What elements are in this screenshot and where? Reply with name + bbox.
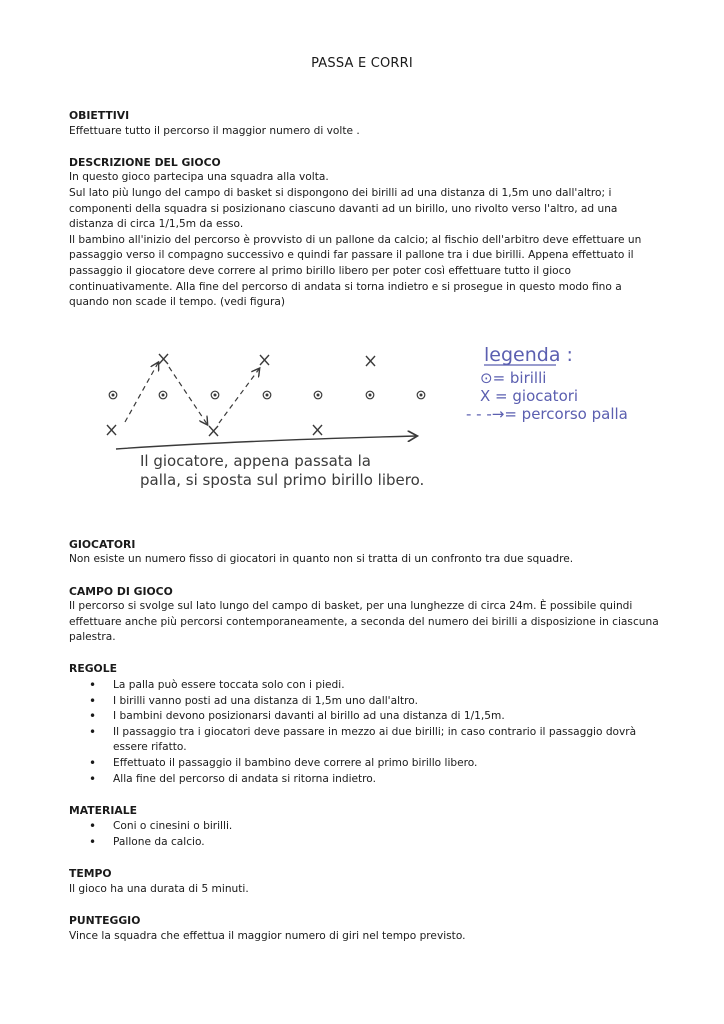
section-materiale [69, 803, 659, 851]
section-heading: GIOCATORI [69, 537, 136, 551]
list-item: • Il passaggio tra i giocatori deve passare in mezzo ai due birilli; in caso contrario il passaggio dovrà essere rifatto. [99, 725, 659, 756]
section-text: Effettuare tutto il percorso il maggior numero di volte . [69, 124, 360, 137]
list-item: • Pallone da calcio. [99, 835, 659, 851]
rules-list [69, 678, 659, 787]
legend-item-pass-path: - - -→= percorso palla [466, 404, 628, 423]
diagram-caption-line1: Il giocatore, appena passata la [140, 451, 371, 470]
section-regole [69, 661, 659, 787]
list-item: • La palla può essere toccata solo con i piedi. [99, 678, 659, 694]
paragraph: Sul lato più lungo del campo di basket si dispongono dei birilli ad una distanza di 1,5m uno dall'altro; i componenti della squadra si posizionano ciascuno davanti ad un birillo, uno rivolto verso l'altro, ad una distanza di circa 1/1,5m da esso. [69, 186, 618, 231]
document-title: PASSA E CORRI [311, 56, 413, 71]
pass-path-arrow [169, 367, 207, 424]
paragraph: Il bambino all'inizio del percorso è provvisto di un pallone da calcio; al fischio dell'arbitro deve effettuare un passaggio verso il compagno successivo e quindi far passare il pallone tra i due birilli. Appena effettuato il passaggio il giocatore deve correre al primo birillo libero per poter così effettuare tutto il gioco continuativamente. Alla fine del percorso di andata si torna indietro e si prosegue in questo modo fino a quando non scade il tempo. (vedi figura) [69, 233, 642, 309]
section-tempo [69, 866, 659, 897]
section-obiettivi [69, 108, 659, 139]
section-heading: MATERIALE [69, 803, 137, 817]
section-descrizione [69, 155, 659, 311]
materials-list [69, 819, 659, 850]
cone-marker [366, 391, 374, 399]
player-marker [159, 354, 168, 364]
cone-marker [314, 391, 322, 399]
legend-item-cones: ⊙= birilli [480, 368, 547, 387]
section-text: Il percorso si svolge sul lato lungo del campo di basket, per una lunghezze di circa 24m. È possibile quindi effettuare anche più percorsi contemporaneamente, a seconda del numero dei birilli a disposizione in ciascuna palestra. [69, 600, 659, 644]
list-item: • Coni o cinesini o birilli. [99, 819, 659, 835]
player-marker [313, 425, 322, 435]
cone-marker [417, 391, 425, 399]
list-item: • I birilli vanno posti ad una distanza di 1,5m uno dall'altro. [99, 694, 659, 710]
section-heading: DESCRIZIONE DEL GIOCO [69, 155, 221, 169]
diagram-caption-line2: palla, si sposta sul primo birillo libero. [140, 470, 425, 489]
section-heading: CAMPO DI GIOCO [69, 584, 173, 598]
section-giocatori [69, 537, 659, 568]
game-diagram [0, 325, 628, 519]
list-item: • Alla fine del percorso di andata si ritorna indietro. [99, 772, 659, 788]
pass-path-arrow [219, 369, 259, 423]
section-text: Il gioco ha una durata di 5 minuti. [69, 882, 249, 895]
section-text: Vince la squadra che effettua il maggior numero di giri nel tempo previsto. [69, 929, 466, 942]
list-item: • I bambini devono posizionarsi davanti al birillo ad una distanza di 1/1,5m. [99, 709, 659, 725]
cone-marker [263, 391, 271, 399]
legend-item-players: X = giocatori [480, 386, 579, 405]
cone-marker [159, 391, 167, 399]
player-marker [260, 355, 269, 365]
cone-marker [211, 391, 219, 399]
player-marker [366, 356, 375, 366]
section-heading: OBIETTIVI [69, 109, 130, 122]
list-item: • Effettuato il passaggio il bambino deve correre al primo birillo libero. [99, 756, 659, 772]
player-marker [107, 425, 116, 435]
section-heading: TEMPO [69, 867, 112, 881]
legend-title: legenda : [484, 343, 573, 366]
section-punteggio [69, 913, 659, 944]
section-heading: REGOLE [69, 662, 117, 676]
pass-path-arrow [125, 363, 158, 422]
run-path-arrow [116, 436, 416, 449]
section-text: Non esiste un numero fisso di giocatori in quanto non si tratta di un confronto tra due squadre. [69, 553, 574, 566]
section-heading: PUNTEGGIO [69, 913, 141, 927]
document-body [69, 108, 659, 960]
section-campo [69, 584, 659, 646]
player-marker [209, 426, 218, 436]
cone-marker [109, 391, 117, 399]
paragraph: In questo gioco partecipa una squadra alla volta. [69, 171, 329, 184]
diagram-drawing [0, 325, 724, 519]
